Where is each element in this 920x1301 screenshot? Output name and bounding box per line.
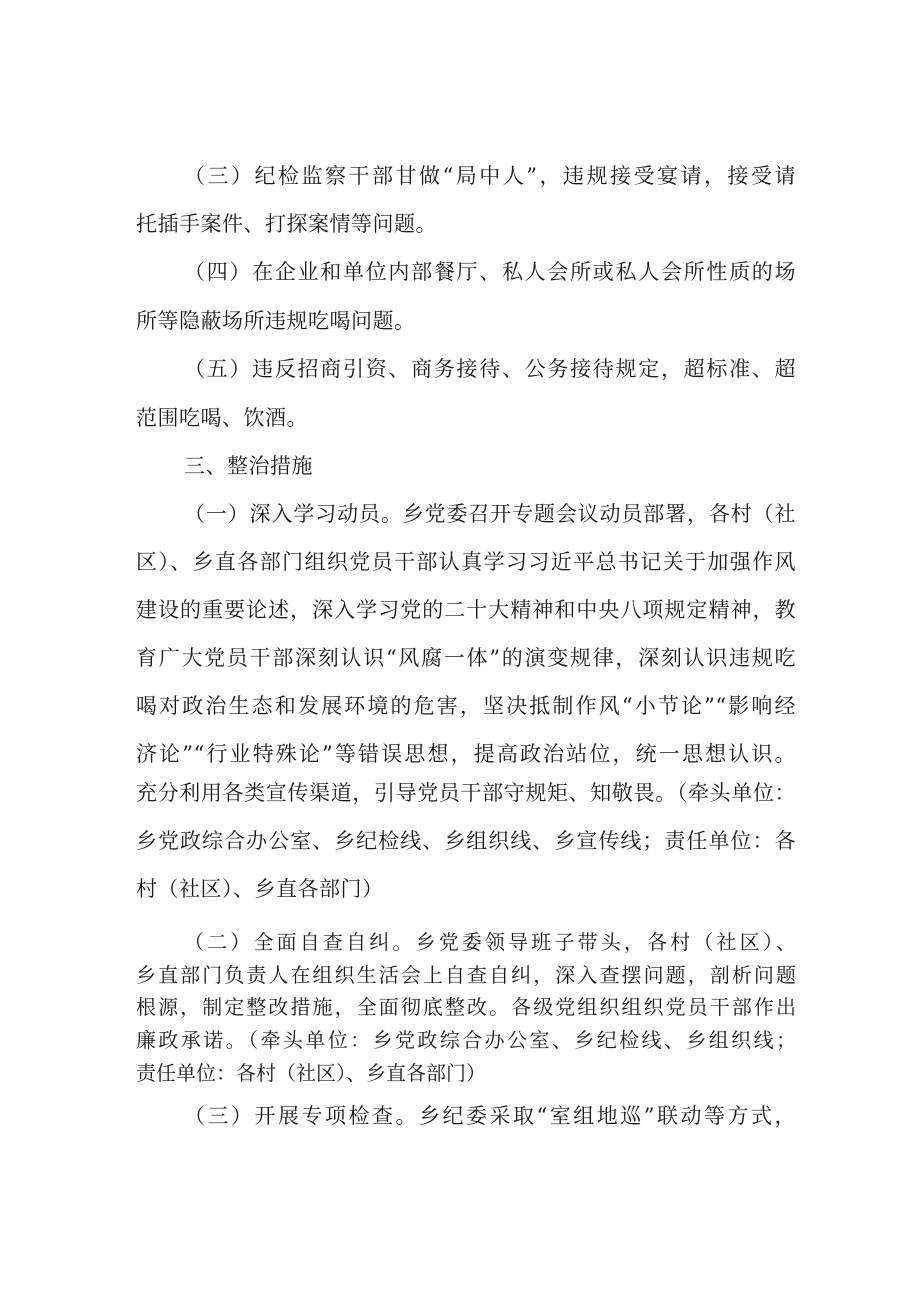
paragraph-line: 育广大党员干部深刻认识“风腐一体”的演变规律，深刻认识违规吃 [136,646,796,670]
paragraph-line: 乡党政综合办公室、乡纪检线、乡组织线、乡宣传线；责任单位：各 [136,829,796,853]
paragraph-line: 喝对政治生态和发展环境的危害，坚决抵制作风“小节论”“影响经 [136,694,796,718]
paragraph-line: （四）在企业和单位内部餐厅、私人会所或私人会所性质的场 [184,260,796,284]
paragraph-line: 根源，制定整改措施，全面彻底整改。各级党组织组织党员干部作出 [136,995,796,1019]
section-heading: 三、整治措施 [184,454,313,478]
paragraph-line: （一）深入学习动员。乡党委召开专题会议动员部署，各村（社 [184,502,796,526]
paragraph-line: 乡直部门负责人在组织生活会上自查自纠，深入查摆问题，剖析问题 [136,963,796,987]
paragraph-line: 廉政承诺。（牵头单位：乡党政综合办公室、乡纪检线、乡组织线； [136,1028,796,1052]
paragraph-line: 范围吃喝、饮酒。 [136,406,308,430]
paragraph-line: 区）、乡直各部门组织党员干部认真学习习近平总书记关于加强作风 [136,550,796,574]
paragraph-line: 充分利用各类宣传渠道，引导党员干部守规矩、知敬畏。（牵头单位： [136,781,796,805]
paragraph-line: 托插手案件、打探案情等问题。 [136,212,437,236]
paragraph-line: 村（社区）、乡直各部门） [136,877,384,901]
paragraph-line: （三）纪检监察干部甘做“局中人”，违规接受宴请，接受请 [184,164,796,188]
paragraph-line: 济论”“行业特殊论”等错误思想，提高政治站位，统一思想认识。 [136,742,796,766]
paragraph-line: （二）全面自查自纠。乡党委领导班子带头，各村（社区）、 [184,930,796,954]
paragraph-line: 责任单位：各村（社区）、乡直各部门） [136,1061,486,1085]
paragraph-line: （五）违反招商引资、商务接待、公务接待规定，超标准、超 [184,357,796,381]
paragraph-line: 所等隐蔽场所违规吃喝问题。 [136,309,416,333]
paragraph-line: 建设的重要论述，深入学习党的二十大精神和中央八项规定精神，教 [136,598,796,622]
paragraph-line: （三）开展专项检查。乡纪委采取“室组地巡”联动等方式， [184,1104,796,1128]
